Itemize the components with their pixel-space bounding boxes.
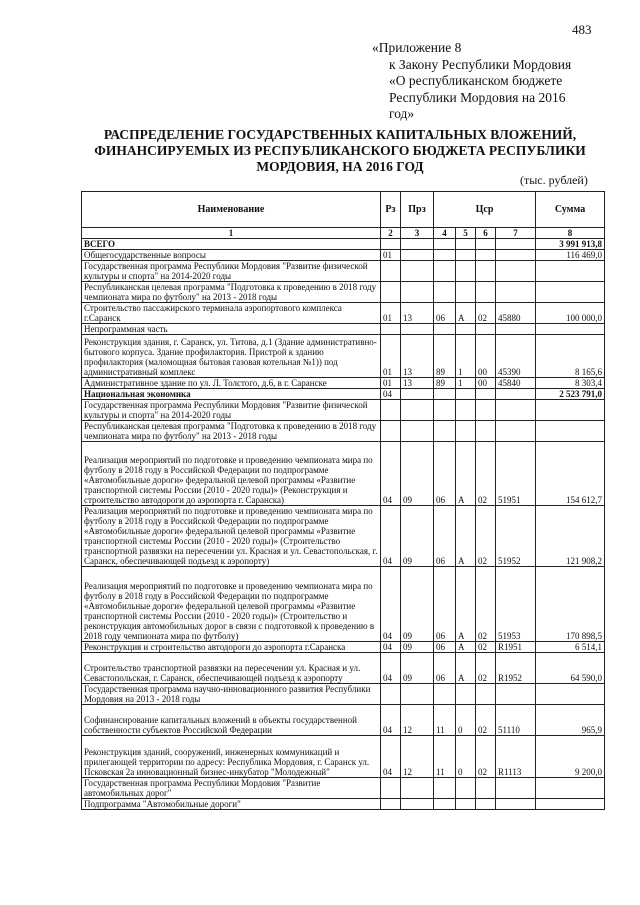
appendix-line: к Закону Республики Мордовия <box>389 56 572 72</box>
row-rz <box>381 799 401 810</box>
row-name: Софинансирование капитальных вложений в объекты государственной собственности субъектов Российской Федерации <box>82 705 381 736</box>
row-rz: 04 <box>381 736 401 778</box>
row-csr-code: 51953 <box>496 567 536 642</box>
row-name: Государственная программа научно-инновационного развития Республики Мордовия на 2013 - 2018 годы <box>82 684 381 705</box>
row-prz: 09 <box>401 506 434 567</box>
table-row <box>82 282 605 303</box>
row-csr-code: R1951 <box>496 642 536 653</box>
row-csr-subprogram <box>456 684 476 705</box>
row-rz: 04 <box>381 442 401 506</box>
row-csr-program <box>434 250 456 261</box>
row-prz <box>401 239 434 250</box>
row-csr-code <box>496 261 536 282</box>
row-rz: 01 <box>381 303 401 324</box>
row-name: Подпрограмма "Автомобильные дороги" <box>82 799 381 810</box>
row-name: Республиканская целевая программа "Подготовка к проведению в 2018 году чемпионата мира по футболу" на 2013 - 2018 годы <box>82 282 381 303</box>
row-csr-subprogram: А <box>456 653 476 684</box>
row-sum: 2 523 791,0 <box>536 389 605 400</box>
row-rz <box>381 421 401 442</box>
row-prz: 13 <box>401 335 434 378</box>
row-sum: 170 898,5 <box>536 567 605 642</box>
row-csr-program <box>434 239 456 250</box>
row-csr-subprogram <box>456 250 476 261</box>
col-number: 2 <box>381 228 401 239</box>
row-csr-subprogram <box>456 778 476 799</box>
row-sum <box>536 282 605 303</box>
row-sum: 3 991 913,8 <box>536 239 605 250</box>
row-csr-event <box>476 250 496 261</box>
row-csr-subprogram: А <box>456 303 476 324</box>
row-prz <box>401 324 434 335</box>
table-row <box>82 303 605 324</box>
row-prz <box>401 400 434 421</box>
row-prz <box>401 250 434 261</box>
row-prz <box>401 421 434 442</box>
appendix-header <box>372 40 571 123</box>
row-csr-program: 06 <box>434 653 456 684</box>
table-row <box>82 335 605 378</box>
row-name: Национальная экономика <box>82 389 381 400</box>
row-sum <box>536 778 605 799</box>
table-row <box>82 705 605 736</box>
row-csr-code <box>496 421 536 442</box>
row-csr-event: 02 <box>476 705 496 736</box>
row-name: Республиканская целевая программа "Подготовка к проведению в 2018 году чемпионата мира по футболу" на 2013 - 2018 годы <box>82 421 381 442</box>
row-csr-event: 00 <box>476 335 496 378</box>
row-csr-event: 02 <box>476 642 496 653</box>
row-name: Строительство пассажирского терминала аэропортового комплекса г.Саранск <box>82 303 381 324</box>
row-name: Государственная программа Республики Мордовия "Развитие физической культуры и спорта" на 2014-2020 годы <box>82 261 381 282</box>
row-name: Государственная программа Республики Мордовия "Развитие физической культуры и спорта" на 2014-2020 годы <box>82 400 381 421</box>
row-csr-code: 51952 <box>496 506 536 567</box>
row-rz: 01 <box>381 378 401 389</box>
row-name: Государственная программа Республики Мордовия "Развитие автомобильных дорог" <box>82 778 381 799</box>
row-sum: 9 200,0 <box>536 736 605 778</box>
table-row <box>82 799 605 810</box>
row-csr-subprogram <box>456 400 476 421</box>
row-csr-code: R1952 <box>496 653 536 684</box>
row-rz: 01 <box>381 250 401 261</box>
row-csr-event: 02 <box>476 653 496 684</box>
row-prz <box>401 282 434 303</box>
row-csr-program <box>434 684 456 705</box>
row-csr-event: 00 <box>476 378 496 389</box>
row-sum <box>536 400 605 421</box>
row-csr-program: 11 <box>434 736 456 778</box>
row-rz: 04 <box>381 653 401 684</box>
row-prz <box>401 778 434 799</box>
row-rz <box>381 282 401 303</box>
table-row <box>82 378 605 389</box>
row-csr-event <box>476 421 496 442</box>
row-sum <box>536 324 605 335</box>
row-csr-event <box>476 778 496 799</box>
row-csr-event: 02 <box>476 736 496 778</box>
row-csr-program: 06 <box>434 567 456 642</box>
row-sum: 8 165,6 <box>536 335 605 378</box>
row-rz <box>381 324 401 335</box>
row-name: ВСЕГО <box>82 239 381 250</box>
row-csr-code: 45840 <box>496 378 536 389</box>
table-row <box>82 506 605 567</box>
row-csr-code <box>496 324 536 335</box>
row-rz <box>381 239 401 250</box>
row-prz: 12 <box>401 705 434 736</box>
row-name: Реконструкция зданий, сооружений, инженерных коммуникаций и прилегающей территории по адресу: Республика Мордовия, г. Саранск ул. Псковская 2а инновационный бизнес-инкубатор "Молодежный" <box>82 736 381 778</box>
table-row <box>82 642 605 653</box>
row-csr-event <box>476 282 496 303</box>
row-csr-subprogram <box>456 239 476 250</box>
header-prz: Прз <box>401 192 434 228</box>
appendix-line: «О республиканском бюджете <box>389 73 563 88</box>
row-csr-subprogram: 0 <box>456 736 476 778</box>
row-csr-subprogram <box>456 282 476 303</box>
row-csr-subprogram: А <box>456 506 476 567</box>
row-csr-program <box>434 389 456 400</box>
row-sum: 8 303,4 <box>536 378 605 389</box>
row-csr-program <box>434 324 456 335</box>
row-name: Общегосударственные вопросы <box>82 250 381 261</box>
row-prz: 09 <box>401 642 434 653</box>
table-row <box>82 653 605 684</box>
row-csr-event <box>476 389 496 400</box>
row-csr-event <box>476 799 496 810</box>
col-number: 3 <box>401 228 434 239</box>
row-rz: 04 <box>381 506 401 567</box>
row-csr-subprogram: 1 <box>456 378 476 389</box>
row-csr-subprogram <box>456 421 476 442</box>
table-row <box>82 567 605 642</box>
row-name: Непрограммная часть <box>82 324 381 335</box>
row-name: Реализация мероприятий по подготовке и проведению чемпионата мира по футболу в 2018 году в Российской Федерации по подпрограмме «Автомобильные дороги» федеральной целевой программы «Развитие транспортной системы России (2010 - 2020 годы)» (Строительство и реконструкция автомобильных дорог в связи с подготовкой к проведению в 2018 году чемпионата мира по футболу) <box>82 567 381 642</box>
row-csr-event <box>476 400 496 421</box>
header-name: Наименование <box>82 192 381 228</box>
row-csr-event: 02 <box>476 442 496 506</box>
col-number: 8 <box>536 228 605 239</box>
col-number: 5 <box>456 228 476 239</box>
row-csr-program: 06 <box>434 303 456 324</box>
row-csr-subprogram: А <box>456 642 476 653</box>
row-rz <box>381 778 401 799</box>
row-csr-program: 06 <box>434 442 456 506</box>
row-prz <box>401 799 434 810</box>
header-rz: Рз <box>381 192 401 228</box>
page-number: 483 <box>572 22 592 37</box>
row-csr-code: 45390 <box>496 335 536 378</box>
row-csr-code: R1113 <box>496 736 536 778</box>
row-csr-program <box>434 400 456 421</box>
row-sum: 121 908,2 <box>536 506 605 567</box>
row-csr-code <box>496 799 536 810</box>
appendix-line: Республики Мордовия на 2016 <box>389 89 566 105</box>
row-prz: 13 <box>401 303 434 324</box>
column-numbers-row <box>82 228 605 239</box>
title-line: ФИНАНСИРУЕМЫХ ИЗ РЕСПУБЛИКАНСКОГО БЮДЖЕТА РЕСПУБЛИКИ <box>94 143 586 158</box>
row-sum: 154 612,7 <box>536 442 605 506</box>
table-row <box>82 400 605 421</box>
row-csr-program <box>434 282 456 303</box>
row-csr-subprogram <box>456 261 476 282</box>
appendix-line: «Приложение 8 <box>372 40 462 55</box>
row-sum: 965,9 <box>536 705 605 736</box>
row-csr-program: 06 <box>434 642 456 653</box>
table-row <box>82 421 605 442</box>
title-line: РАСПРЕДЕЛЕНИЕ ГОСУДАРСТВЕННЫХ КАПИТАЛЬНЫХ ВЛОЖЕНИЙ, <box>103 127 577 142</box>
row-csr-event <box>476 261 496 282</box>
budget-table <box>81 191 605 810</box>
table-row <box>82 778 605 799</box>
row-csr-program: 89 <box>434 378 456 389</box>
row-name: Реализация мероприятий по подготовке и проведению чемпионата мира по футболу в 2018 году в Российской Федерации по подпрограмме «Автомобильные дороги» федеральной целевой программы «Развитие транспортной системы России (2010 - 2020 годы)» (Строительство транспортной развязки на пересечении ул. Красная и ул. Севастопольская, г. Саранск, обеспечивающей подъезд к аэропорту) <box>82 506 381 567</box>
row-prz <box>401 261 434 282</box>
row-sum <box>536 684 605 705</box>
units-label: (тыс. рублей) <box>520 173 588 187</box>
row-csr-subprogram <box>456 324 476 335</box>
row-csr-event <box>476 324 496 335</box>
row-csr-code <box>496 400 536 421</box>
row-csr-code <box>496 239 536 250</box>
row-csr-event: 02 <box>476 506 496 567</box>
row-name: Административное здание по ул. Л. Толстого, д.6, в г. Саранске <box>82 378 381 389</box>
row-prz: 09 <box>401 442 434 506</box>
row-csr-subprogram <box>456 389 476 400</box>
table-row <box>82 261 605 282</box>
row-prz <box>401 684 434 705</box>
row-sum: 116 469,0 <box>536 250 605 261</box>
row-rz: 04 <box>381 642 401 653</box>
col-number: 4 <box>434 228 456 239</box>
row-prz: 09 <box>401 653 434 684</box>
header-sum: Сумма <box>536 192 605 228</box>
row-csr-subprogram: 1 <box>456 335 476 378</box>
col-number: 1 <box>82 228 381 239</box>
row-rz: 04 <box>381 389 401 400</box>
row-rz: 04 <box>381 705 401 736</box>
row-rz: 01 <box>381 335 401 378</box>
col-number: 7 <box>496 228 536 239</box>
row-rz <box>381 400 401 421</box>
table-row <box>82 736 605 778</box>
row-csr-code <box>496 250 536 261</box>
row-name: Реализация мероприятий по подготовке и проведению чемпионата мира по футболу в 2018 году в Российской Федерации по подпрограмме «Автомобильные дороги» федеральной целевой программы «Развитие транспортной системы России (2010 - 2020 годы)» (Реконструкция и строительство автодороги до аэропорта г. Саранска) <box>82 442 381 506</box>
row-csr-subprogram <box>456 799 476 810</box>
row-name: Строительство транспортной развязки на пересечении ул. Красная и ул. Севастопольская, г. Саранск, обеспечивающей подъезд к аэропорту <box>82 653 381 684</box>
table-row <box>82 684 605 705</box>
row-prz <box>401 389 434 400</box>
row-csr-subprogram: 0 <box>456 705 476 736</box>
row-sum: 6 514,1 <box>536 642 605 653</box>
row-csr-program <box>434 799 456 810</box>
row-rz: 04 <box>381 567 401 642</box>
table-row <box>82 239 605 250</box>
header-csr: Цср <box>434 192 536 228</box>
row-prz: 13 <box>401 378 434 389</box>
row-csr-program: 11 <box>434 705 456 736</box>
table-row <box>82 389 605 400</box>
row-csr-code: 51110 <box>496 705 536 736</box>
row-csr-code: 51951 <box>496 442 536 506</box>
row-csr-program: 06 <box>434 506 456 567</box>
row-csr-subprogram: А <box>456 567 476 642</box>
row-rz <box>381 684 401 705</box>
row-name: Реконструкция здания, г. Саранск, ул. Титова, д.1 (Здание административно-бытового корпуса. Здание профилактория. Пристрой к зданию профилактория (маломощная бытовая газовая котельная №1)) под административный комплекс <box>82 335 381 378</box>
document-title <box>60 127 620 175</box>
row-csr-event <box>476 239 496 250</box>
row-csr-program: 89 <box>434 335 456 378</box>
row-csr-subprogram: А <box>456 442 476 506</box>
row-csr-event: 02 <box>476 567 496 642</box>
row-sum <box>536 421 605 442</box>
row-csr-code <box>496 684 536 705</box>
row-csr-code <box>496 282 536 303</box>
col-number: 6 <box>476 228 496 239</box>
table-header-row <box>82 192 605 228</box>
row-csr-program <box>434 421 456 442</box>
row-sum <box>536 799 605 810</box>
row-csr-program <box>434 778 456 799</box>
title-line: МОРДОВИЯ, НА 2016 ГОД <box>256 159 424 174</box>
row-sum <box>536 261 605 282</box>
row-rz <box>381 261 401 282</box>
row-csr-event: 02 <box>476 303 496 324</box>
row-csr-code <box>496 389 536 400</box>
row-csr-program <box>434 261 456 282</box>
row-sum: 100 000,0 <box>536 303 605 324</box>
row-csr-event <box>476 684 496 705</box>
table-row <box>82 442 605 506</box>
row-sum: 64 590,0 <box>536 653 605 684</box>
row-csr-code <box>496 778 536 799</box>
row-prz: 09 <box>401 567 434 642</box>
row-csr-code: 45880 <box>496 303 536 324</box>
row-name: Реконструкция и строительство автодороги до аэропорта г.Саранска <box>82 642 381 653</box>
table-row <box>82 250 605 261</box>
appendix-line: год» <box>389 106 415 121</box>
row-prz: 12 <box>401 736 434 778</box>
table-row <box>82 324 605 335</box>
